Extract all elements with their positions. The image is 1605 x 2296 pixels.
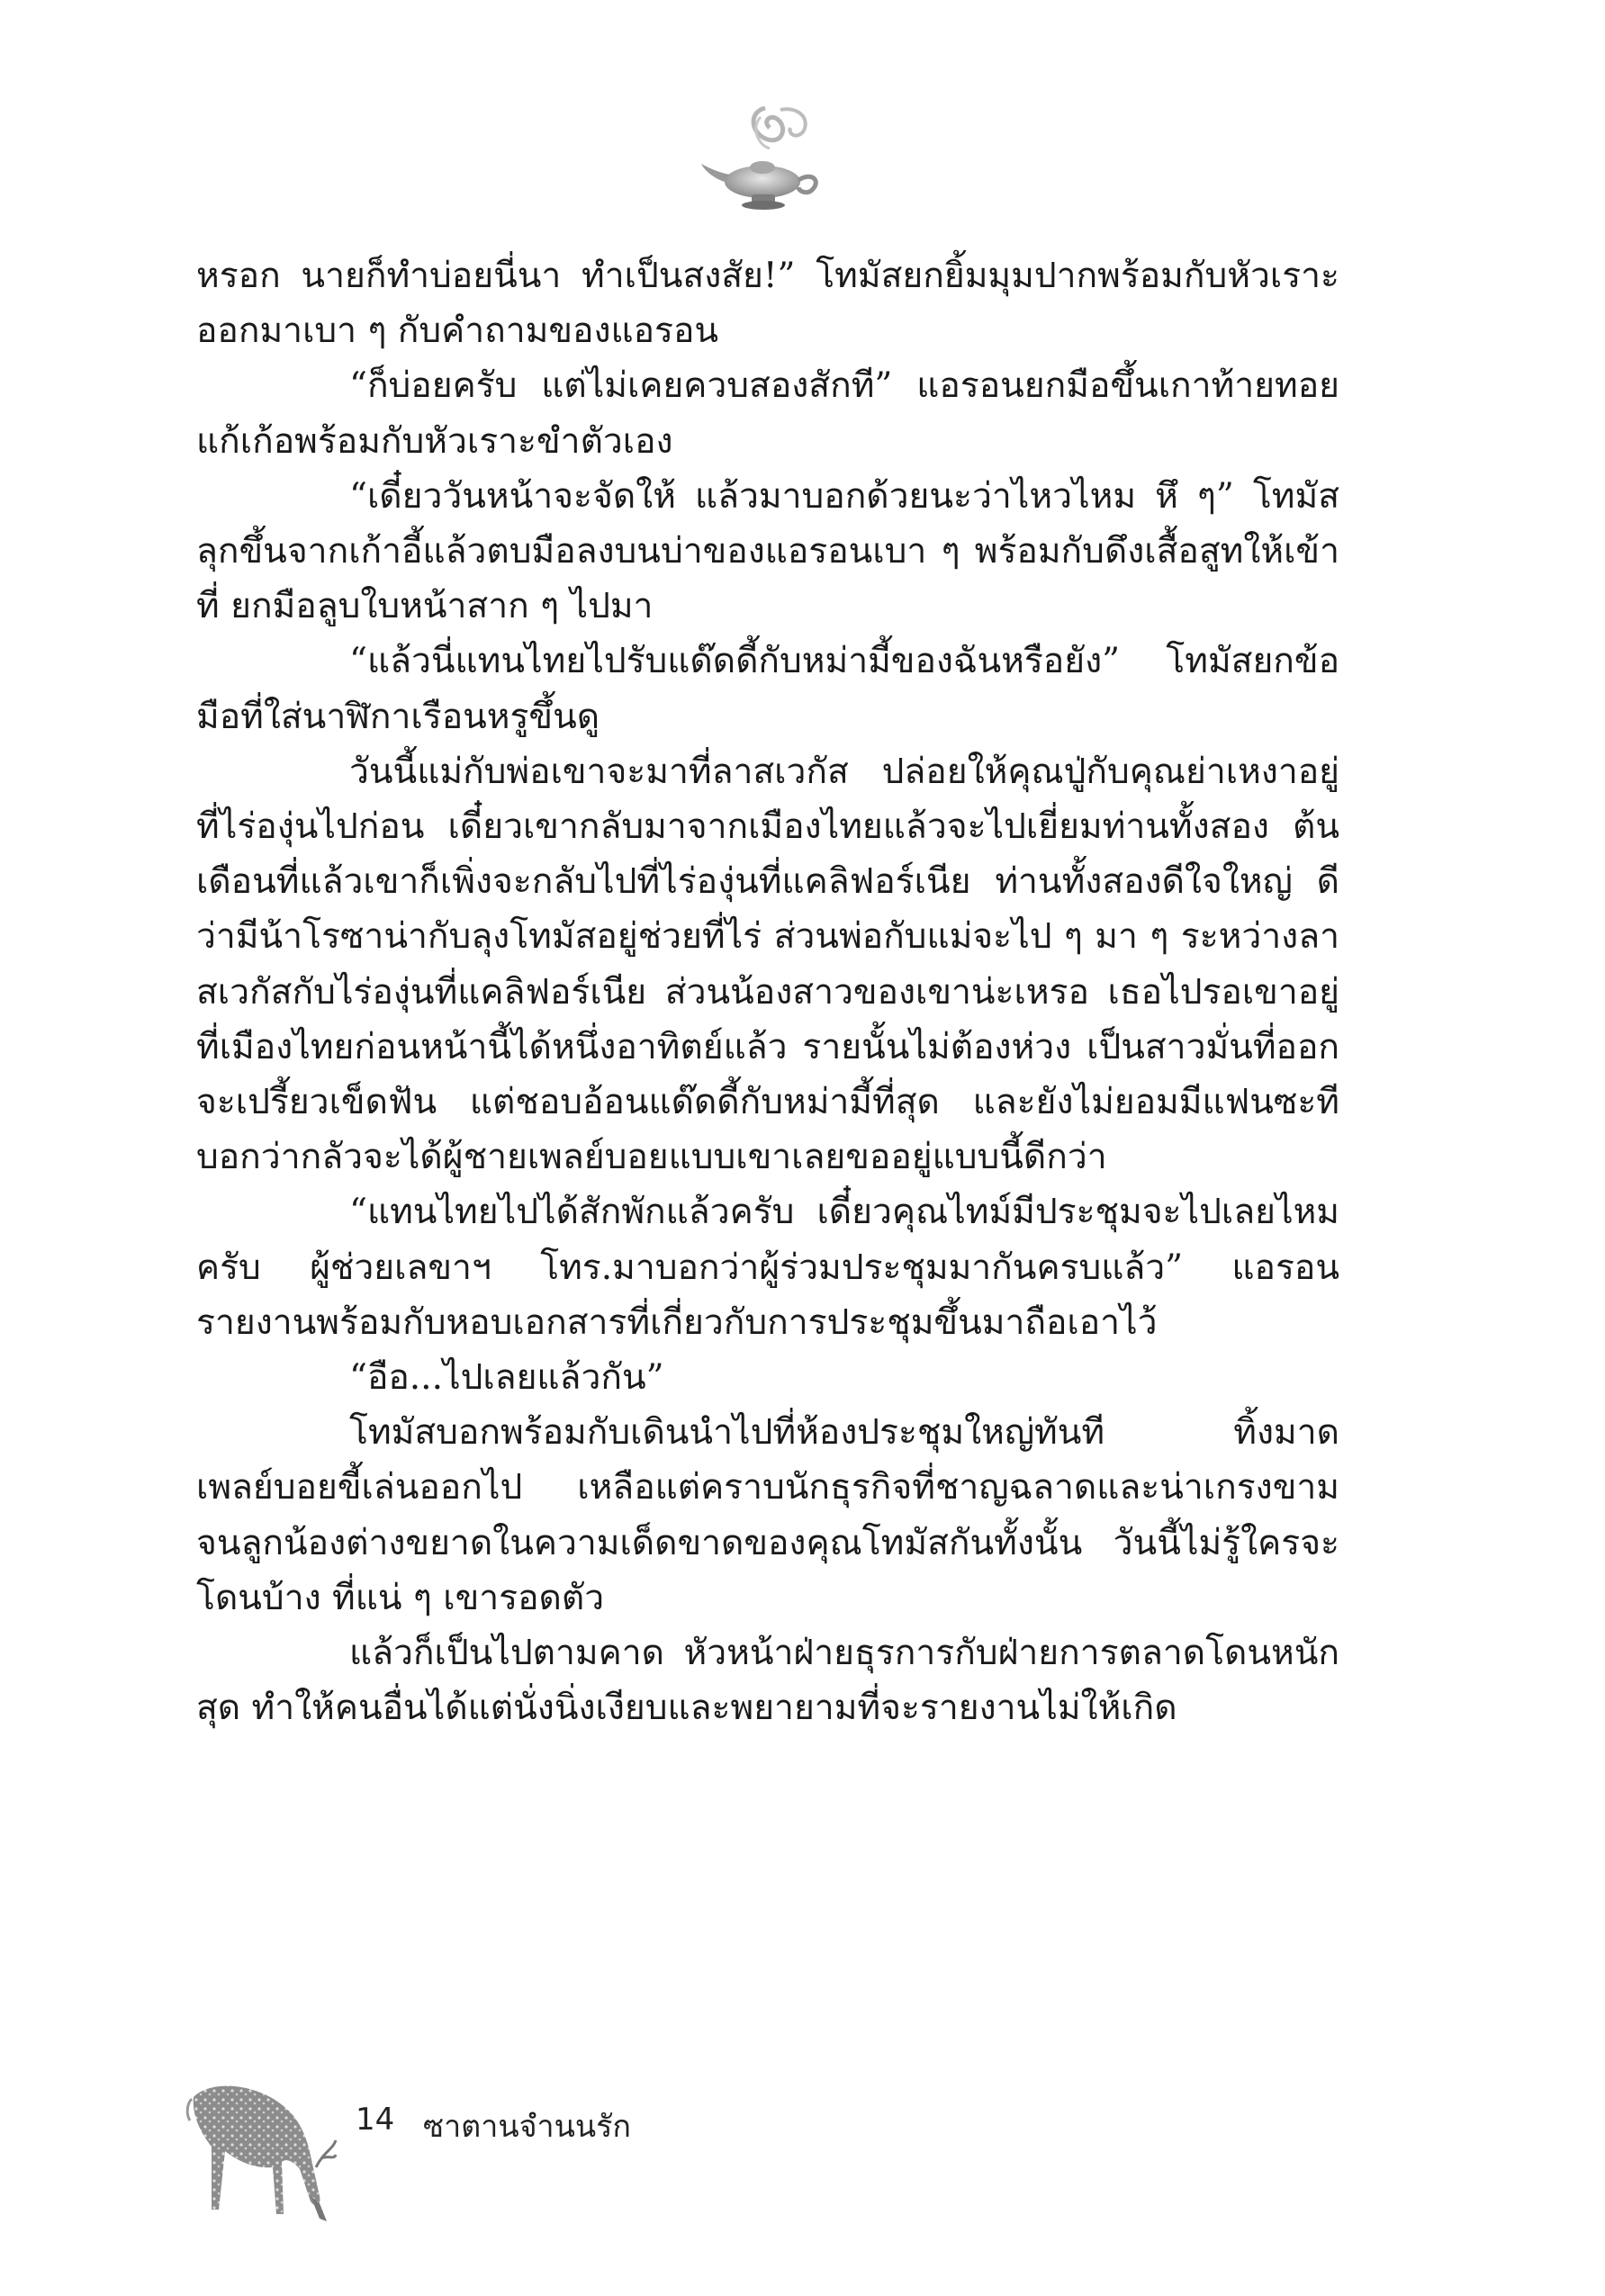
deer-icon [185, 2061, 338, 2241]
page-footer [185, 2061, 725, 2241]
paragraph: หรอก นายก็ทำบ่อยนี่นา ทำเป็นสงสัย!” โทมัสยกยิ้มมุมปากพร้อมกับหัวเราะออกมาเบา ๆ กับคำถามของแอรอน [196, 256, 1339, 352]
paragraph: โทมัสบอกพร้อมกับเดินนำไปที่ห้องประชุมใหญ่ทันที ทิ้งมาดเพลย์บอยขี้เล่นออกไป เหลือแต่คราบนักธุรกิจที่ชาญฉลาดและน่าเกรงขามจนลูกน้องต่างขยาดในความเด็ดขาดของคุณโทมัสกันทั้งนั้น วันนี้ไม่รู้ใครจะโดนบ้าง ที่แน่ ๆ เขารอดตัว [196, 1412, 1339, 1618]
genie-lamp-icon [698, 99, 833, 216]
page-number: 14 [356, 2102, 395, 2138]
paragraph: แล้วก็เป็นไปตามคาด หัวหน้าฝ่ายธุรการกับฝ่ายการตลาดโดนหนักสุด ทำให้คนอื่นได้แต่นั่งนิ่งเงียบและพยายามที่จะรายงานไม่ให้เกิด [196, 1633, 1339, 1729]
paragraph: “อือ...ไปเลยแล้วกัน” [349, 1357, 664, 1399]
paragraph: “แล้วนี่แทนไทยไปรับแด๊ดดี้กับหม่ามี้ของฉันหรือยัง” โทมัสยกข้อมือที่ใส่นาฬิกาเรือนหรูขึ้นดู [196, 641, 1339, 737]
body-text [196, 248, 1339, 1735]
paragraph: “เดี๋ยววันหน้าจะจัดให้ แล้วมาบอกด้วยนะว่าไหวไหม หึ ๆ” โทมัสลุกขึ้นจากเก้าอี้แล้วตบมือลงบนบ่าของแอรอนเบา ๆ พร้อมกับดึงเสื้อสูทให้เข้าที่ ยกมือลูบใบหน้าสาก ๆ ไปมา [196, 475, 1339, 627]
paragraph: วันนี้แม่กับพ่อเขาจะมาที่ลาสเวกัส ปล่อยให้คุณปู่กับคุณย่าเหงาอยู่ที่ไร่องุ่นไปก่อน เดี๋ยวเขากลับมาจากเมืองไทยแล้วจะไปเยี่ยมท่านทั้งสอง ต้นเดือนที่แล้วเขาก็เพิ่งจะกลับไปที่ไร่องุ่นที่แคลิฟอร์เนีย ท่านทั้งสองดีใจใหญ่ ดีว่ามีน้าโรซาน่ากับลุงโทมัสอยู่ช่วยที่ไร่ ส่วนพ่อกับแม่จะไป ๆ มา ๆ ระหว่างลาสเวกัสกับไร่องุ่นที่แคลิฟอร์เนีย ส่วนน้องสาวของเขาน่ะเหรอ เธอไปรอเขาอยู่ที่เมืองไทยก่อนหน้านี้ได้หนึ่งอาทิตย์แล้ว รายนั้นไม่ต้องห่วง เป็นสาวมั่นที่ออกจะเปรี้ยวเข็ดฟัน แต่ชอบอ้อนแด๊ดดี้กับหม่ามี้ที่สุด และยังไม่ยอมมีแฟนซะที บอกว่ากลัวจะได้ผู้ชายเพลย์บอยแบบเขาเลยขออยู่แบบนี้ดีกว่า [196, 751, 1339, 1178]
book-title: ซาตานจำนนรัก [423, 2109, 631, 2145]
paragraph: “แทนไทยไปได้สักพักแล้วครับ เดี๋ยวคุณไทม์มีประชุมจะไปเลยไหมครับ ผู้ช่วยเลขาฯ โทร.มาบอกว่าผู้ร่วมประชุมมากันครบแล้ว” แอรอนรายงานพร้อมกับหอบเอกสารที่เกี่ยวกับการประชุมขึ้นมาถือเอาไว้ [196, 1192, 1339, 1343]
paragraph: “ก็บ่อยครับ แต่ไม่เคยควบสองสักที” แอรอนยกมือขึ้นเกาท้ายทอยแก้เก้อพร้อมกับหัวเราะขำตัวเอง [196, 365, 1339, 462]
